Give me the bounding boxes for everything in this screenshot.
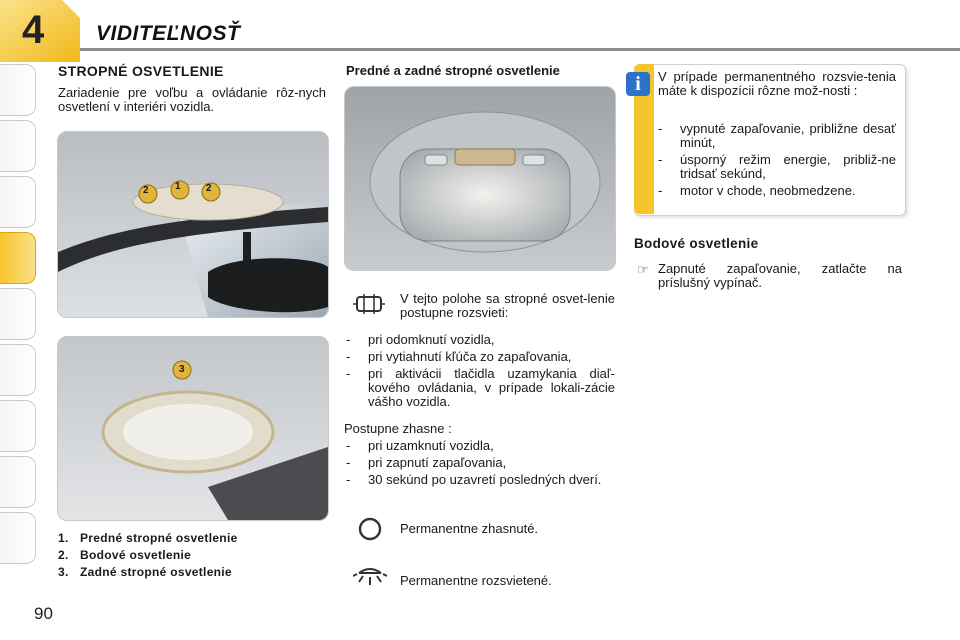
page-title: VIDITEĽNOSŤ [96, 22, 241, 45]
section-heading: STROPNÉ OSVETLENIE [58, 63, 224, 79]
legend-item: 3. Zadné stropné osvetlenie [58, 565, 232, 579]
chapter-number: 4 [22, 8, 45, 52]
list-item: - 30 sekúnd po uzavretí posledných dverí. [344, 473, 615, 487]
light-off-icon [357, 516, 383, 542]
section-heading: Predné a zadné stropné osvetlenie [346, 63, 560, 78]
list-item: - úsporný režim energie, približ-ne tridsať sekúnd, [656, 153, 896, 181]
section-heading: Bodové osvetlenie [634, 236, 759, 251]
info-list [656, 122, 896, 201]
on-mode-text: Permanentne rozsvietené. [400, 573, 552, 588]
off-mode-text: Permanentne zhasnuté. [400, 521, 539, 536]
side-tab-active[interactable] [0, 232, 36, 284]
callout-2-left: 2 [143, 185, 149, 196]
front-ceiling-photo [57, 131, 329, 318]
side-tab[interactable] [0, 288, 36, 340]
on-conditions-list [344, 333, 615, 412]
list-item: - pri uzamknutí vozidla, [344, 439, 615, 453]
list-item: - pri vytiahnutí kľúča zo zapaľovania, [344, 350, 615, 364]
legend-item: 1. Predné stropné osvetlenie [58, 531, 238, 545]
door-mode-text: V tejto polohe sa stropné osvet-lenie postupne rozsvieti: [400, 291, 615, 320]
off-intro: Postupne zhasne : [344, 421, 452, 436]
list-item: - pri odomknutí vozidla, [344, 333, 615, 347]
intro-text: Zariadenie pre voľbu a ovládanie rôz-nych osvetlení v interiéri vozidla. [58, 85, 326, 114]
list-item: - motor v chode, neobmedzene. [656, 184, 896, 198]
list-item: - pri zapnutí zapaľovania, [344, 456, 615, 470]
hand-pointer-icon: ☞ [637, 262, 649, 277]
photo-legend [58, 530, 238, 581]
side-tab[interactable] [0, 400, 36, 452]
light-on-icon [353, 565, 387, 593]
page-number: 90 [34, 604, 53, 623]
side-tab[interactable] [0, 64, 36, 116]
rear-ceiling-photo [57, 336, 329, 521]
dome-light-photo [344, 86, 616, 271]
info-icon: i [626, 72, 650, 96]
side-tab[interactable] [0, 456, 36, 508]
spot-text: Zapnuté zapaľovanie, zatlačte na príslušný vypínač. [658, 261, 902, 290]
door-light-icon [353, 292, 385, 316]
list-item: - pri aktivácii tlačidla uzamykania diaľ-kového ovládania, v prípade lokali-zácie vášho vozidla. [344, 367, 615, 409]
callout-2-right: 2 [206, 183, 212, 194]
callout-1: 1 [175, 181, 181, 192]
list-item: - vypnuté zapaľovanie, približne desať minút, [656, 122, 896, 150]
legend-item: 2. Bodové osvetlenie [58, 548, 192, 562]
side-tab[interactable] [0, 176, 36, 228]
callout-3: 3 [179, 364, 185, 375]
off-conditions-list [344, 439, 615, 490]
side-tab[interactable] [0, 120, 36, 172]
header-divider [80, 48, 960, 51]
info-text: V prípade permanentného rozsvie-tenia máte k dispozícii rôzne mož-nosti : [658, 69, 896, 98]
side-tab[interactable] [0, 344, 36, 396]
side-tab[interactable] [0, 512, 36, 564]
